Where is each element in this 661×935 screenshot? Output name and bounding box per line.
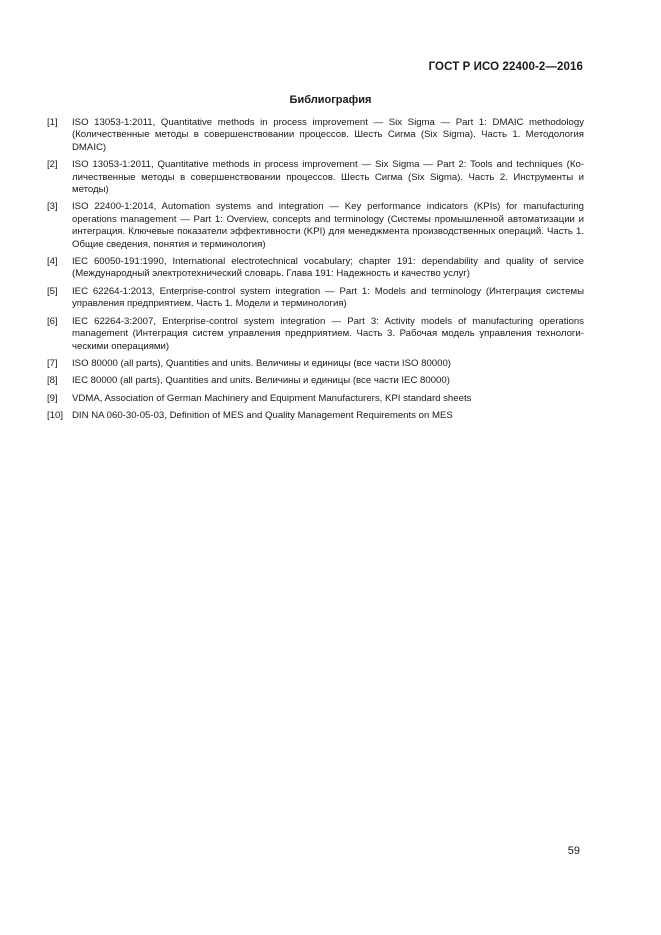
reference-text: IEC 62264-1:2013, Enterprise-control system integration — Part 1: Models and terminology (Интеграция системы управления предприятием. Часть 1. Модели и терминология) [72, 285, 584, 310]
bibliography-title: Библиография [289, 94, 372, 106]
reference-number: [8] [47, 375, 58, 387]
reference-text: ISO 13053-1:2011, Quantitative methods in process improvement — Six Sigma — Part 1: DMAIC methodology (Количественные методы в совершенствовании процессов. Шесть Сигма (Six Sigma). Часть 1. Методология DMAIC) [72, 117, 584, 153]
reference-list [47, 117, 584, 428]
reference-text: VDMA, Association of German Machinery and Equipment Manufacturers, KPI standard sheets [72, 392, 472, 404]
reference-number: [4] [47, 256, 58, 268]
reference-text: IEC 62264-3:2007, Enterprise-control system integration — Part 3: Activity models of manufacturing operations management (Интеграция систем управления предприятием. Часть 3. Рабочая модель управления технологическими операциями) [72, 315, 584, 352]
reference-item [47, 410, 584, 422]
reference-number: [3] [47, 201, 58, 213]
reference-number: [5] [47, 285, 58, 297]
reference-item [47, 256, 584, 281]
reference-number: [6] [47, 315, 58, 327]
reference-number: [9] [47, 392, 58, 404]
reference-number: [1] [47, 117, 58, 128]
reference-item [47, 393, 584, 405]
reference-text: IEC 80000 (all parts), Quantities and units. Величины и единицы (все части IEC 80000) [72, 375, 450, 387]
reference-text: ISO 80000 (all parts), Quantities and units. Величины и единицы (все части ISO 80000) [72, 357, 451, 369]
reference-text: ISO 22400-1:2014, Automation systems and integration — Key performance indicators (KPIs) for manufacturing operations management — Part 1: Overview, concepts and terminology (Системы промышленной автоматизации и интеграция. Ключевые показатели эффективности (KPI) для менеджмента производственных операций. Часть 1. Общие сведения, понятия и терминология) [72, 201, 584, 250]
reference-text: IEC 60050-191:1990, International electrotechnical vocabulary; chapter 191: dependability and quality of service (Международный электротехнический словарь. Глава 191: Надежность и качество услуг) [72, 256, 584, 280]
reference-item [47, 358, 584, 370]
reference-item [47, 201, 584, 251]
reference-item [47, 375, 584, 387]
reference-number: [10] [47, 410, 64, 422]
reference-text: DIN NA 060-30-05-03, Definition of MES and Quality Management Requirements on MES [72, 410, 453, 422]
reference-number: [2] [47, 159, 58, 171]
reference-item [47, 316, 584, 353]
standard-header: ГОСТ Р ИСО 22400-2—2016 [428, 61, 583, 73]
reference-number: [7] [47, 357, 58, 369]
reference-item [47, 159, 584, 196]
reference-item [47, 286, 584, 311]
reference-text: ISO 13053-1:2011, Quantitative methods in process improvement — Six Sigma — Part 2: Tools and techniques (Количественные методы в совершенствовании процессов. Шесть Сигма (Six Sigma). Часть 2. Инструменты и методы) [72, 159, 584, 196]
page-number: 59 [567, 845, 580, 857]
reference-item [47, 117, 584, 154]
